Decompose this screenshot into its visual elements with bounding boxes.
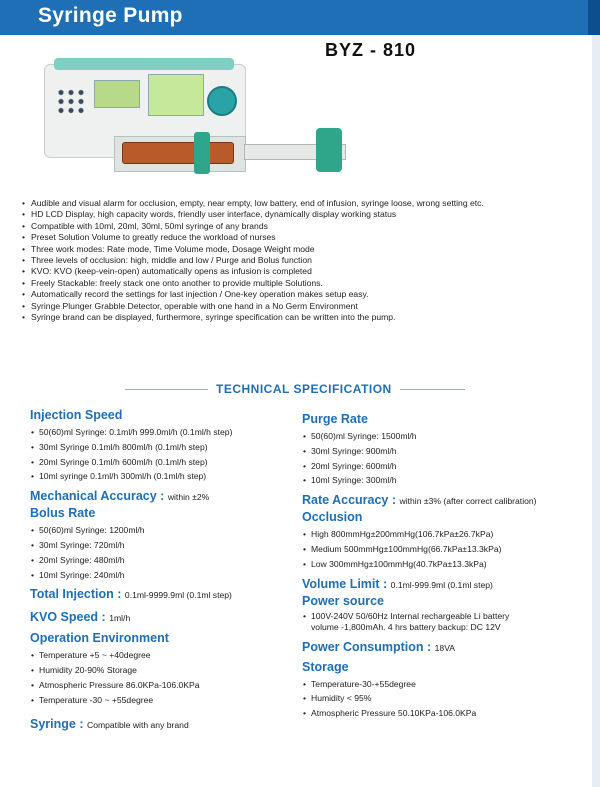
total-injection-label: Total Injection : xyxy=(30,587,122,602)
feature-item: • Compatible with 10ml, 20ml, 30ml, 50ml syringe of any brands xyxy=(22,221,582,232)
pump-knob xyxy=(207,86,237,116)
list-item: • Temperature-30-+55degree xyxy=(302,677,587,692)
spec-left-column xyxy=(30,407,300,733)
mechanical-accuracy xyxy=(30,488,300,505)
list-item: • 30ml Syringe: 900ml/h xyxy=(302,444,587,459)
list-item: • 20ml Syringe 0.1ml/h 600ml/h (0.1ml/h step) xyxy=(30,455,300,470)
rate-accuracy-value: within ±3% (after correct calibration) xyxy=(399,496,537,507)
feature-item: • HD LCD Display, high capacity words, friendly user interface, dynamically display working status xyxy=(22,209,582,220)
pump-syringe xyxy=(122,142,234,164)
operation-environment-heading: Operation Environment xyxy=(30,631,169,646)
volume-limit-value: 0.1ml-999.9ml (0.1ml step) xyxy=(390,579,493,590)
injection-speed-list xyxy=(30,425,300,484)
feature-item: • Automatically record the settings for last injection / One-key operation makes setup easy. xyxy=(22,289,582,300)
features-list xyxy=(22,198,582,323)
list-item: • 50(60)ml Syringe: 1500ml/h xyxy=(302,429,587,444)
pump-main-display xyxy=(148,74,204,116)
feature-item: • Three levels of occlusion: high, middle and low / Purge and Bolus function xyxy=(22,255,582,266)
power-source-text xyxy=(302,611,587,633)
storage-list xyxy=(302,677,587,721)
list-item: • Temperature +5 ~ +40degree xyxy=(30,648,300,663)
volume-limit xyxy=(302,576,587,593)
feature-item: • Three work modes: Rate mode, Time Volume mode, Dosage Weight mode xyxy=(22,244,582,255)
kvo-speed xyxy=(30,609,300,626)
pump-plunger-driver xyxy=(316,128,342,172)
operation-environment-list xyxy=(30,648,300,707)
spec-section-title: TECHNICAL SPECIFICATION xyxy=(208,382,400,396)
list-item: • Atmospheric Pressure 86.0KPa-106.0KPa xyxy=(30,678,300,693)
power-source-line1: • 100V-240V 50/60Hz Internal rechargeable Li battery xyxy=(311,610,510,621)
total-injection xyxy=(30,586,300,603)
list-item: • 20ml Syringe: 480ml/h xyxy=(30,553,300,568)
syringe-label: Syringe : xyxy=(30,716,84,731)
header-edge xyxy=(588,0,600,35)
volume-limit-label: Volume Limit : xyxy=(302,576,388,591)
list-item: • 50(60)ml Syringe: 1200ml/h xyxy=(30,523,300,538)
syringe-pump-image xyxy=(44,58,354,188)
page-title: Syringe Pump xyxy=(38,4,183,27)
power-consumption-label: Power Consumption : xyxy=(302,639,432,654)
syringe-value: Compatible with any brand xyxy=(86,719,189,730)
list-item: • 20ml Syringe: 600ml/h xyxy=(302,459,587,474)
power-consumption xyxy=(302,639,587,656)
header-bar xyxy=(0,0,600,35)
list-item: • High 800mmHg±200mmHg(106.7kPa±26.7kPa) xyxy=(302,527,587,542)
list-item: • 10ml Syringe: 240ml/h xyxy=(30,568,300,583)
storage-heading: Storage xyxy=(302,659,349,674)
right-stripe xyxy=(592,35,600,787)
kvo-speed-value: 1ml/h xyxy=(109,613,131,624)
mechanical-accuracy-label: Mechanical Accuracy : xyxy=(30,489,165,504)
list-item: • 50(60)ml Syringe: 0.1ml/h 999.0ml/h (0.1ml/h step) xyxy=(30,425,300,440)
list-item: • Medium 500mmHg±100mmHg(66.7kPa±13.3kPa) xyxy=(302,542,587,557)
model-number: BYZ - 810 xyxy=(325,40,417,60)
kvo-speed-label: KVO Speed : xyxy=(30,610,106,625)
purge-rate-heading: Purge Rate xyxy=(302,412,368,426)
list-item: • Humidity 20-90% Storage xyxy=(30,663,300,678)
pump-top-handle xyxy=(54,58,234,70)
bolus-rate-list xyxy=(30,523,300,582)
feature-item: • Freely Stackable: freely stack one onto another to provide multiple Solutions. xyxy=(22,278,582,289)
occlusion-list xyxy=(302,527,587,571)
feature-item: • Preset Solution Volume to greatly reduce the workload of nurses xyxy=(22,232,582,243)
list-item: • 10ml syringe 0.1ml/h 300ml/h (0.1ml/h step) xyxy=(30,469,300,484)
power-source-heading: Power source xyxy=(302,593,384,608)
feature-item: • Audible and visual alarm for occlusion, empty, near empty, low battery, end of infusion, syringe loose, wrong setting etc. xyxy=(22,198,582,209)
spec-right-column xyxy=(302,411,587,721)
list-item: • Atmospheric Pressure 50.10KPa-106.0KPa xyxy=(302,706,587,721)
pump-clamp xyxy=(194,132,210,174)
list-item: • Humidity < 95% xyxy=(302,691,587,706)
total-injection-value: 0.1ml-9999.9ml (0.1ml step) xyxy=(124,590,232,601)
list-item: • 30ml Syringe 0.1ml/h 800ml/h (0.1ml/h step) xyxy=(30,440,300,455)
rate-accuracy xyxy=(302,492,587,509)
list-item: • Low 300mmHg±100mmHg(40.7kPa±13.3kPa) xyxy=(302,557,587,572)
feature-item: • KVO: KVO (keep-vein-open) automatically opens as infusion is completed xyxy=(22,266,582,277)
injection-speed-heading: Injection Speed xyxy=(30,408,123,422)
power-consumption-value: 18VA xyxy=(434,642,456,653)
pump-keypad xyxy=(56,88,86,116)
list-item: • 30ml Syringe: 720ml/h xyxy=(30,538,300,553)
mechanical-accuracy-value: within ±2% xyxy=(167,492,210,503)
feature-item: • Syringe Plunger Grabble Detector, operable with one hand in a No Germ Environment xyxy=(22,301,582,312)
list-item: • 10ml Syringe: 300ml/h xyxy=(302,473,587,488)
purge-rate-list xyxy=(302,429,587,488)
feature-item: • Syringe brand can be displayed, furthermore, syringe specification can be written into the pump. xyxy=(22,312,582,323)
occlusion-heading: Occlusion xyxy=(302,510,363,525)
power-source-line2: volume -1,800mAh. 4 hrs battery backup: DC 12V xyxy=(311,621,501,632)
list-item: • Temperature -30 ~ +55degree xyxy=(30,693,300,708)
bolus-rate-heading: Bolus Rate xyxy=(30,506,96,521)
rate-accuracy-label: Rate Accuracy : xyxy=(302,493,397,508)
syringe-compat xyxy=(30,716,300,733)
pump-small-display xyxy=(94,80,140,108)
